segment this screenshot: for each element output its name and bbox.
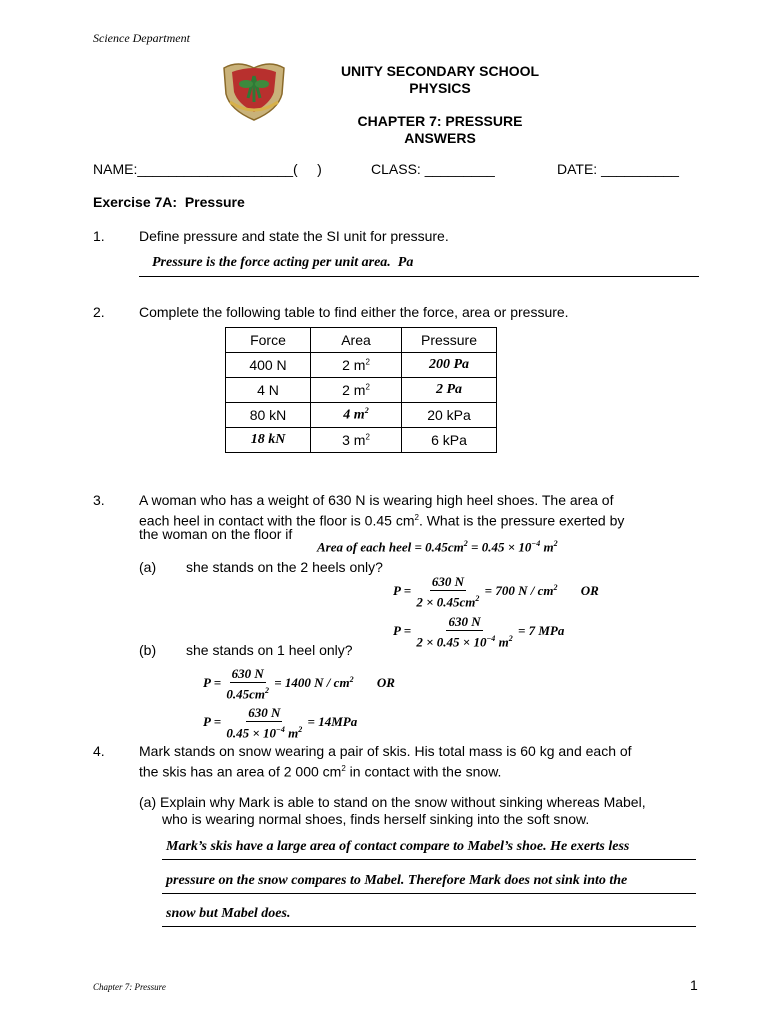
question-3b-text: she stands on 1 heel only? bbox=[186, 642, 353, 658]
answer-line bbox=[162, 839, 696, 860]
question-1-answer-line bbox=[139, 255, 699, 277]
question-2-number: 2. bbox=[93, 304, 105, 320]
question-4a-answer-1: Mark’s skis have a large area of contact compare to Mabel’s shoe. He exerts less bbox=[166, 839, 630, 854]
table-cell: 400 N bbox=[226, 353, 311, 378]
class-field: CLASS: _________ bbox=[371, 161, 495, 177]
equation-3b-2: P = $\frac{630 N}{0.45 \times 10^{-4} m^2}$ = 14MPa bbox=[203, 705, 358, 741]
question-3-number: 3. bbox=[93, 492, 105, 508]
table-cell: 2 $m^2$ bbox=[311, 353, 402, 378]
equation-3a-1: P = $\frac{630 N}{2 \times 0.45cm^2}$ = 700 N / $cm^2$ OR bbox=[393, 574, 599, 610]
school-crest-icon bbox=[218, 58, 290, 122]
table-cell: 2 $m^2$ bbox=[311, 378, 402, 403]
table-cell-answer: 18 kN bbox=[226, 428, 311, 453]
heel-area-equation: Area of each heel = $0.45cm^2 = 0.45 \times 10^{-4}$ $m^2$ bbox=[317, 539, 558, 555]
table-cell: 80 kN bbox=[226, 403, 311, 428]
or-label: OR bbox=[580, 583, 599, 599]
name-field: NAME:____________________( ) bbox=[93, 161, 322, 177]
subject-title: PHYSICS bbox=[409, 80, 471, 96]
table-cell: 3 $m^2$ bbox=[311, 428, 402, 453]
table-header-cell: Force bbox=[226, 328, 311, 353]
exercise-title: Exercise 7A: Pressure bbox=[93, 194, 245, 210]
question-4-number: 4. bbox=[93, 743, 105, 759]
table-row bbox=[226, 378, 497, 403]
question-4a-answer-3: snow but Mabel does. bbox=[166, 906, 291, 921]
chapter-title: CHAPTER 7: PRESSURE bbox=[357, 113, 523, 129]
table-cell-answer: 200 Pa bbox=[402, 353, 497, 378]
question-4a-line-1: (a) Explain why Mark is able to stand on the snow without sinking whereas Mabel, bbox=[139, 794, 646, 810]
table-row bbox=[226, 403, 497, 428]
table-header-row bbox=[226, 328, 497, 353]
answer-line bbox=[162, 906, 696, 927]
page-number: 1 bbox=[690, 977, 698, 993]
table-cell: 20 kPa bbox=[402, 403, 497, 428]
question-4-line-2: the skis has an area of 2 000 $cm^2$ in contact with the snow. bbox=[139, 763, 502, 780]
date-field: DATE: __________ bbox=[557, 161, 679, 177]
table-cell: 6 kPa bbox=[402, 428, 497, 453]
question-4a-answer-2: pressure on the snow compares to Mabel. Therefore Mark does not sink into the bbox=[166, 873, 628, 888]
footer-chapter: Chapter 7: Pressure bbox=[93, 982, 166, 992]
question-1-answer: Pressure is the force acting per unit area. Pa bbox=[152, 255, 414, 270]
question-1-text: Define pressure and state the SI unit for pressure. bbox=[139, 228, 449, 244]
equation-3b-1: P = $\frac{630 N}{0.45cm^2}$ = 1400 N / $cm^2$ OR bbox=[203, 666, 395, 702]
department-label: Science Department bbox=[93, 31, 190, 45]
table-header-cell: Pressure bbox=[402, 328, 497, 353]
question-3-line-1: A woman who has a weight of 630 N is wearing high heel shoes. The area of bbox=[139, 492, 614, 508]
table-cell-answer: 4 $m^2$ bbox=[311, 403, 402, 428]
question-4-line-1: Mark stands on snow wearing a pair of skis. His total mass is 60 kg and each of bbox=[139, 743, 632, 759]
equation-3a-2: P = $\frac{630 N}{2 \times 0.45 \times 10^{-4} m^2}$ = 7 MPa bbox=[393, 614, 565, 650]
pressure-table bbox=[225, 327, 497, 453]
question-3-line-2: each heel in contact with the floor is 0.45 $cm^2$. What is the pressure exerted by bbox=[139, 512, 625, 529]
table-row bbox=[226, 353, 497, 378]
table-cell-answer: 2 Pa bbox=[402, 378, 497, 403]
question-1-number: 1. bbox=[93, 228, 105, 244]
school-name: UNITY SECONDARY SCHOOL bbox=[340, 63, 540, 79]
question-3-line-3: the woman on the floor if bbox=[139, 526, 293, 542]
or-label: OR bbox=[376, 675, 395, 691]
table-header-cell: Area bbox=[311, 328, 402, 353]
answer-line bbox=[162, 873, 696, 894]
answers-title: ANSWERS bbox=[404, 130, 476, 146]
question-4a-line-2: who is wearing normal shoes, finds herself sinking into the soft snow. bbox=[162, 811, 590, 827]
question-2-text: Complete the following table to find either the force, area or pressure. bbox=[139, 304, 569, 320]
table-cell: 4 N bbox=[226, 378, 311, 403]
table-row bbox=[226, 428, 497, 453]
question-3a-label: (a) bbox=[139, 559, 157, 575]
question-3b-label: (b) bbox=[139, 642, 157, 658]
question-3a-text: she stands on the 2 heels only? bbox=[186, 559, 383, 575]
